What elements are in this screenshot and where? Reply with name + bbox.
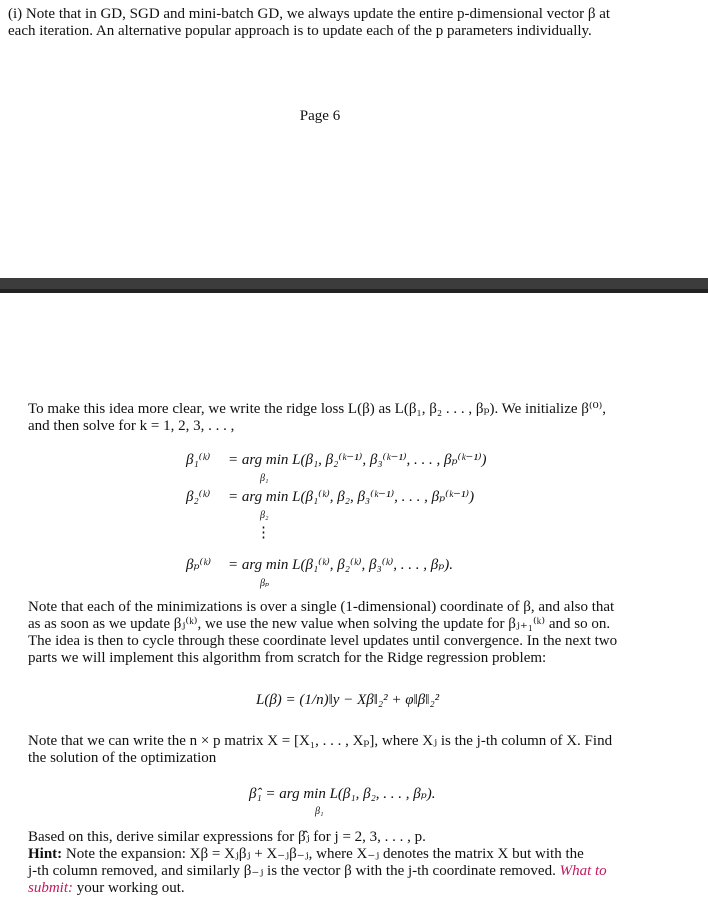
equation-betap-lhs: βₚ⁽ᵏ⁾ bbox=[186, 557, 212, 573]
ridge-intro-line-2: and then solve for k = 1, 2, 3, . . . , bbox=[28, 418, 235, 434]
equation-beta1-under: β₁ bbox=[260, 473, 269, 484]
matrix-paragraph bbox=[28, 733, 690, 767]
hint-label: Hint: bbox=[28, 846, 63, 862]
beta1-hat-under: β₁ bbox=[315, 806, 324, 817]
page-separator-edge bbox=[0, 289, 708, 293]
coordinate-line-4: parts we will implement this algorithm from scratch for the Ridge regression problem: bbox=[28, 650, 547, 666]
ridge-intro-paragraph bbox=[28, 401, 690, 435]
ridge-intro-line-1: To make this idea more clear, we write the ridge loss L(β) as L(β₁, β₂ . . . , βₚ). We initialize β⁽⁰⁾, bbox=[28, 401, 607, 417]
equation-beta1-rhs: = arg min L(β₁, β₂⁽ᵏ⁻¹⁾, β₃⁽ᵏ⁻¹⁾, . . . , βₚ⁽ᵏ⁻¹⁾) bbox=[228, 452, 487, 468]
what-to-label: What to bbox=[559, 863, 607, 879]
ridge-loss-equation: L(β) = (1/n)‖y − Xβ‖₂² + φ‖β‖₂² bbox=[256, 692, 440, 708]
hint-line-2 bbox=[28, 863, 690, 880]
equation-beta2-under: β₂ bbox=[260, 510, 269, 521]
intro-line-1: (i) Note that in GD, SGD and mini-batch GD, we always update the entire p-dimensional vector β at bbox=[8, 6, 611, 22]
derive-line: Based on this, derive similar expressions for β̂ⱼ for j = 2, 3, . . . , p. bbox=[28, 829, 426, 845]
submit-text: your working out. bbox=[73, 880, 185, 896]
coordinate-line-1: Note that each of the minimizations is over a single (1-dimensional) coordinate of β, and also that bbox=[28, 599, 615, 615]
equation-betap-rhs: = arg min L(β₁⁽ᵏ⁾, β₂⁽ᵏ⁾, β₃⁽ᵏ⁾, . . . , βₚ). bbox=[228, 557, 454, 573]
coordinate-line-2: as as soon as we update βⱼ⁽ᵏ⁾, we use the new value when solving the update for βⱼ₊₁⁽ᵏ⁾ and so on. bbox=[28, 616, 611, 632]
beta1-hat-equation: β̂₁ = arg min L(β₁, β₂, . . . , βₚ). bbox=[249, 786, 436, 802]
page-number: Page 6 bbox=[299, 108, 341, 124]
hint-line-1 bbox=[28, 846, 690, 863]
equation-betap-under: βₚ bbox=[260, 578, 269, 589]
vertical-dots: ⋮ bbox=[256, 525, 271, 541]
hint-text-2: j-th column removed, and similarly β₋ⱼ is the vector β with the j-th coordinate removed. bbox=[28, 863, 560, 879]
equation-beta1-lhs: β₁⁽ᵏ⁾ bbox=[186, 452, 211, 468]
coordinate-line-3: The idea is then to cycle through these coordinate level updates until convergence. In the next two bbox=[28, 633, 618, 649]
intro-line-2: each iteration. An alternative popular approach is to update each of the p parameters individually. bbox=[8, 23, 592, 39]
submit-line bbox=[28, 880, 690, 897]
equation-beta2-rhs: = arg min L(β₁⁽ᵏ⁾, β₂, β₃⁽ᵏ⁻¹⁾, . . . , βₚ⁽ᵏ⁻¹⁾) bbox=[228, 489, 475, 505]
matrix-line-2: the solution of the optimization bbox=[28, 750, 217, 766]
intro-paragraph bbox=[8, 6, 688, 40]
coordinate-paragraph bbox=[28, 599, 690, 667]
derive-paragraph bbox=[28, 829, 690, 897]
matrix-line-1: Note that we can write the n × p matrix X = [X₁, . . . , Xₚ], where Xⱼ is the j-th column of X. Find bbox=[28, 733, 613, 749]
hint-text-1: Note the expansion: Xβ = Xⱼβⱼ + X₋ⱼβ₋ⱼ, where X₋ⱼ denotes the matrix X but with the bbox=[62, 846, 584, 862]
page-top-region bbox=[0, 0, 708, 270]
equation-beta2-lhs: β₂⁽ᵏ⁾ bbox=[186, 489, 211, 505]
submit-label: submit: bbox=[28, 880, 73, 896]
